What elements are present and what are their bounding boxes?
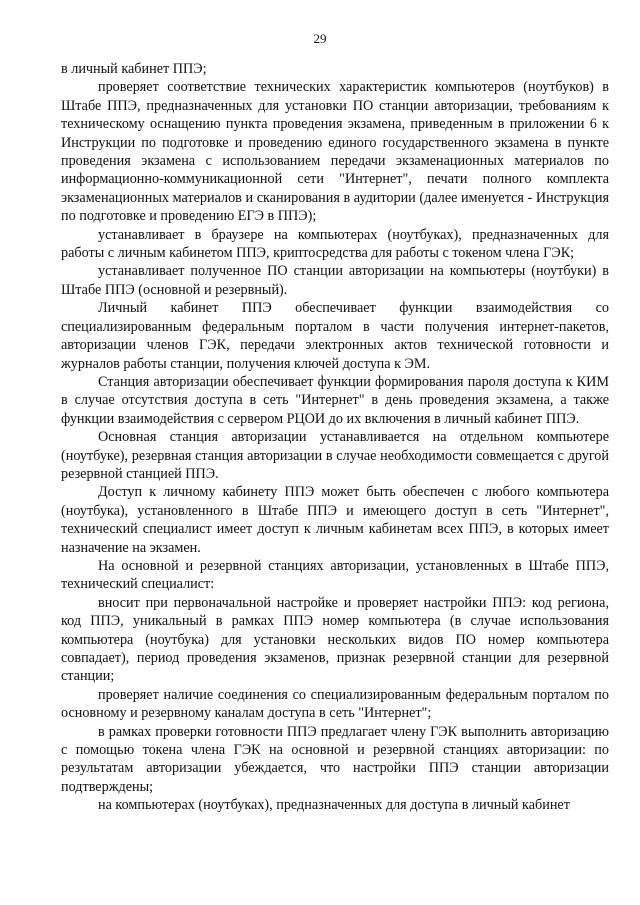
paragraph: Личный кабинет ППЭ обеспечивает функции взаимодействия со специализированным федеральным порталом в части получения интернет-пакетов, авторизации членов ГЭК, передачи электронных актов технической готовности и журналов работы станции, получения ключей доступа к ЭМ.: [61, 300, 609, 372]
paragraph: вносит при первоначальной настройке и проверяет настройки ППЭ: код региона, код ППЭ, уникальный в рамках ППЭ номер компьютера (в случае использования компьютера (ноутбука) для установки нескольких видов ПО номер компьютера совпадает), период проведения экзаменов, признак резервной станции для резервной станции;: [61, 594, 609, 685]
paragraph: Станция авторизации обеспечивает функции формирования пароля доступа к КИМ в случае отсутствия доступа в сеть "Интернет" в день проведения экзамена, а также функции взаимодействия с сервером РЦОИ до их включения в личный кабинет ППЭ.: [61, 373, 609, 427]
paragraph: проверяет соответствие технических характеристик компьютеров (ноутбуков) в Штабе ППЭ, предназначенных для установки ПО станции авторизации, требованиям к техническому оснащению пункта проведения экзамена, приведенным в приложении 6 к Инструкции по подготовке и проведению единого государственного экзамена в пункте проведения экзамена с использованием передачи экзаменационных материалов по информационно-коммуникационной сети "Интернет", печати полного комплекта экзаменационных материалов и сканирования в аудитории (далее именуется - Инструкция по подготовке и проведению ЕГЭ в ППЭ);: [61, 79, 609, 225]
paragraph: На основной и резервной станциях авторизации, установленных в Штабе ППЭ, технический специалист:: [61, 557, 609, 593]
paragraph: Основная станция авторизации устанавливается на отдельном компьютере (ноутбуке), резервная станция авторизации в случае необходимости совмещается с другой резервной станцией ППЭ.: [61, 429, 609, 482]
paragraph: в рамках проверки готовности ППЭ предлагает члену ГЭК выполнить авторизацию с помощью токена члена ГЭК на основной и резервной станциях авторизации: по результатам авторизации убеждается, что настройки ППЭ станции авторизации подтверждены;: [61, 723, 609, 795]
paragraph: на компьютерах (ноутбуках), предназначенных для доступа в личный кабинет: [98, 797, 570, 814]
paragraph: проверяет наличие соединения со специализированным федеральным порталом по основному и резервному каналам доступа в сеть "Интернет";: [61, 686, 609, 722]
page-number: 29: [313, 31, 327, 46]
document-body: [61, 60, 609, 815]
paragraph: в личный кабинет ППЭ;: [61, 61, 207, 77]
paragraph: устанавливает полученное ПО станции авторизации на компьютеры (ноутбуки) в Штабе ППЭ (основной и резервный).: [61, 263, 609, 298]
paragraph: Доступ к личному кабинету ППЭ может быть обеспечен с любого компьютера (ноутбука), установленного в Штабе ППЭ и имеющего доступ в сеть "Интернет", технический специалист имеет доступ к личным кабинетам всех ППЭ, в которых имеет назначение на экзамен.: [61, 484, 609, 556]
paragraph: устанавливает в браузере на компьютерах (ноутбуках), предназначенных для работы с личным кабинетом ППЭ, криптосредства для работы с токеном члена ГЭК;: [61, 226, 609, 262]
